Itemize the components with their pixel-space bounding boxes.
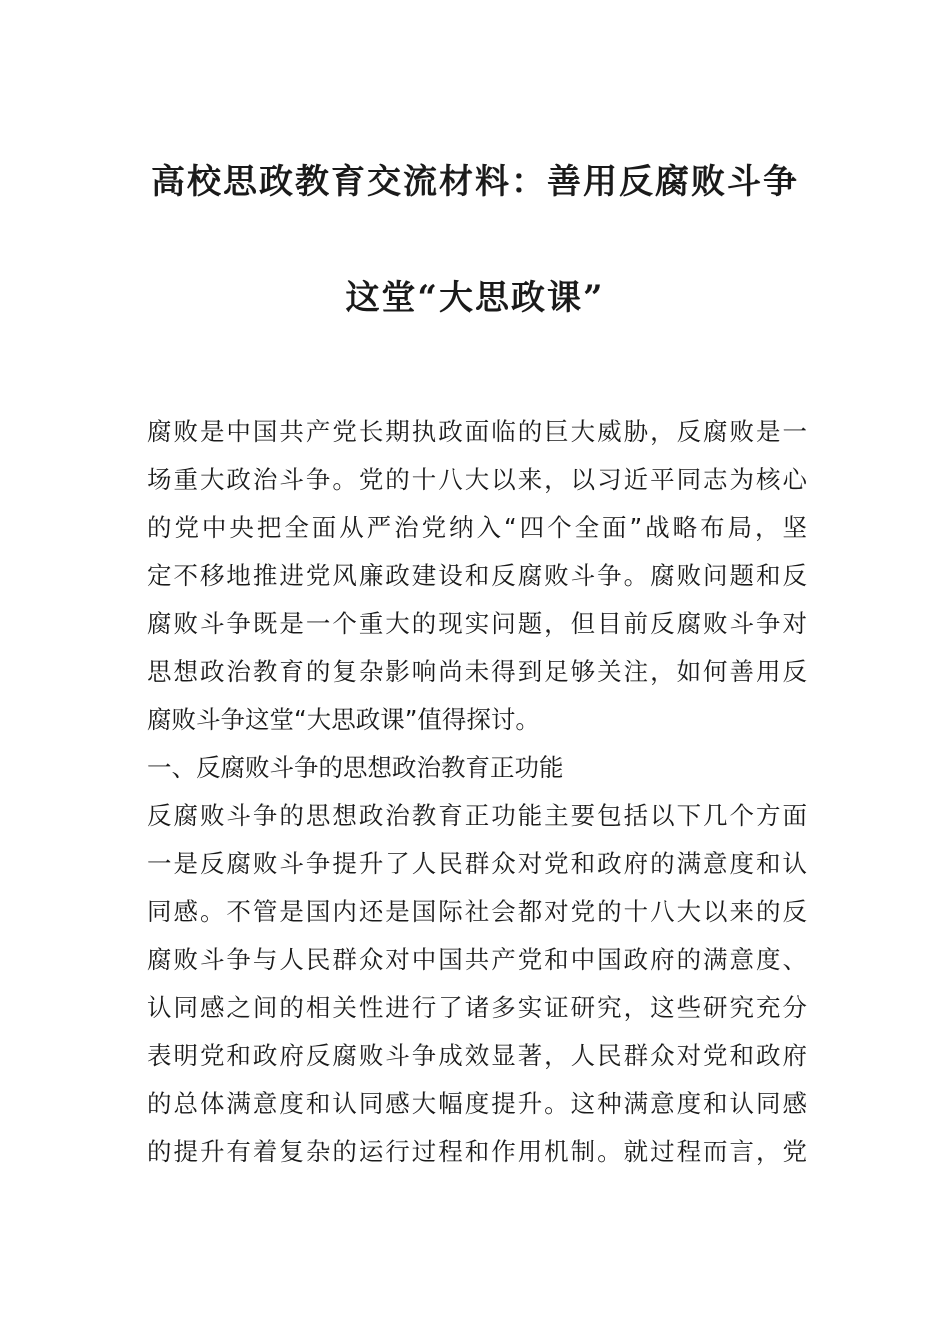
paragraph-line: 思想政治教育的复杂影响尚未得到足够关注，如何善用反	[147, 657, 807, 686]
paragraph-line: 腐败斗争既是一个重大的现实问题，但目前反腐败斗争对	[147, 609, 807, 638]
paragraph-line: 腐败是中国共产党长期执政面临的巨大威胁，反腐败是一	[147, 417, 807, 446]
paragraph-line: 腐败斗争与人民群众对中国共产党和中国政府的满意度、	[147, 945, 807, 974]
paragraph-line: 反腐败斗争的思想政治教育正功能主要包括以下几个方面	[147, 801, 807, 830]
paragraph-line: 认同感之间的相关性进行了诸多实证研究，这些研究充分	[147, 993, 807, 1022]
paragraph-line: 的总体满意度和认同感大幅度提升。这种满意度和认同感	[147, 1089, 807, 1118]
document-title-line-1: 高校思政教育交流材料：善用反腐败斗争	[151, 162, 799, 202]
paragraph-line: 表明党和政府反腐败斗争成效显著，人民群众对党和政府	[147, 1041, 807, 1070]
section-heading: 一、反腐败斗争的思想政治教育正功能	[147, 753, 564, 782]
paragraph-line: 的党中央把全面从严治党纳入“四个全面”战略布局，坚	[147, 513, 807, 542]
paragraph-line: 定不移地推进党风廉政建设和反腐败斗争。腐败问题和反	[147, 561, 807, 590]
paragraph-line: 同感。不管是国内还是国际社会都对党的十八大以来的反	[147, 897, 807, 926]
paragraph-line: 的提升有着复杂的运行过程和作用机制。就过程而言，党	[147, 1137, 807, 1166]
paragraph-line: 腐败斗争这堂“大思政课”值得探讨。	[147, 705, 540, 734]
paragraph-line: 场重大政治斗争。党的十八大以来，以习近平同志为核心	[147, 465, 807, 494]
document-title-line-2: 这堂“大思政课”	[345, 278, 605, 318]
paragraph-line: 一是反腐败斗争提升了人民群众对党和政府的满意度和认	[147, 849, 807, 878]
